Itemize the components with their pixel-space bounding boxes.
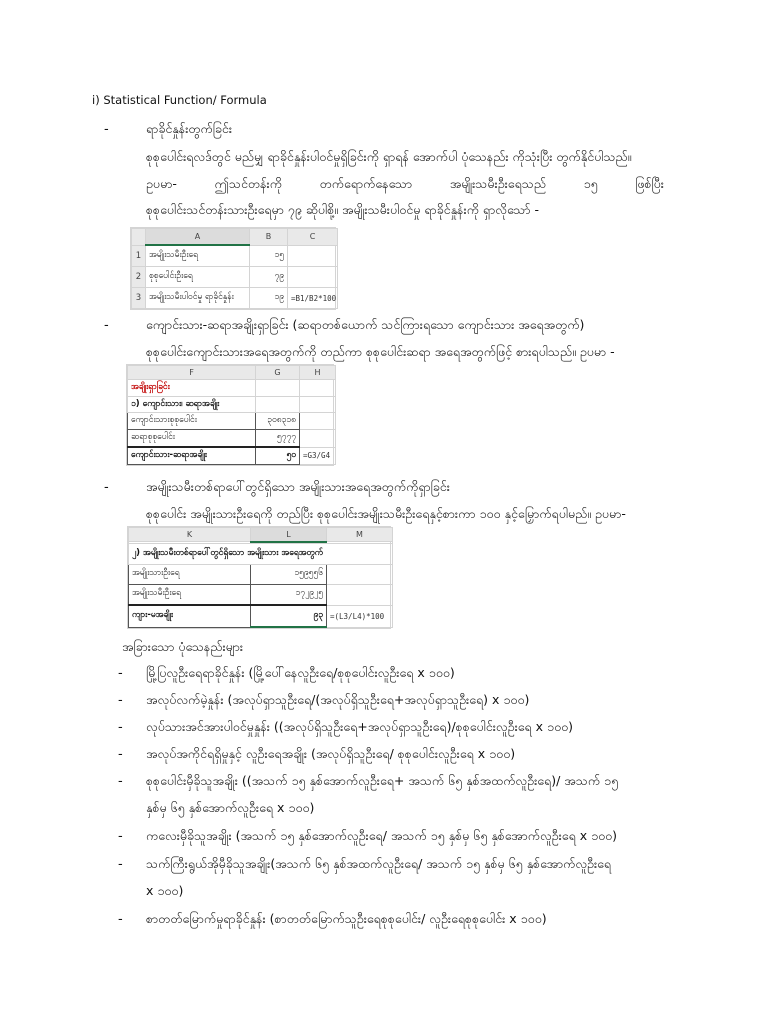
formula-item: အလုပ်အကိုင်ရရှိမှုနှင့် လူဦးရေအချိုး (အလုပ်ရှိသူဦးရေ/ စုစုပေါင်းလူဦးရေ x ၁၀၀) (146, 746, 516, 761)
s1-word: တက်ရောက်နေသော (319, 176, 413, 191)
s1-word: ဖြစ်ပြီး (635, 176, 664, 191)
s2-line-1: စုစုပေါင်းကျောင်းသားအရေအတွက်ကို တည်ကာ စုစုပေါင်းဆရာ အရေအတွက်ဖြင့် စားရပါသည်။ ဥပမာ - (146, 344, 615, 359)
bullet-dash: - (104, 122, 109, 137)
cell: ၁၅ (250, 245, 288, 267)
bullet-dash: - (118, 720, 123, 735)
formula-cell: =B1/B2*100 (288, 288, 338, 309)
bullet-dash: - (118, 774, 123, 789)
row-number: 2 (132, 267, 146, 288)
cell (327, 564, 393, 584)
formula-item: စာတတ်မြောက်မှုရာခိုင်နှုန်း (စာတတ်မြောက်သူဦးရေစုစုပေါင်း/ လူဦးရေစုစုပေါင်း x ၁၀၀) (146, 911, 547, 926)
cell: အမျိုးသားဦးရေ (129, 564, 251, 584)
col-header: F (128, 366, 256, 380)
row-number: 3 (132, 288, 146, 309)
col-header: K (129, 528, 251, 542)
s1-line-3: စုစုပေါင်းသင်တန်းသားဦးရေမှာ ၇၉ ဆိုပါစို့။ အမျိုးသမီးပါဝင်မှု ရာခိုင်နှုန်းကို ရှာလိုသော် - (146, 202, 539, 217)
table-subtitle: ၁) ကျောင်းသား၊ ဆရာအချိုး (128, 396, 256, 413)
formula-item: အလုပ်လက်မဲ့နှုန်း (အလုပ်ရှာသူဦးရေ/(အလုပ်ရှိသူဦးရေ+အလုပ်ရှာသူဦးရေ) x ၁၀၀) (146, 692, 530, 707)
formula-item: မြို့ပြလူဦးရေရာခိုင်နှုန်း (မြို့ပေါ်နေလူဦးရေ/စုစုပေါင်းလူဦးရေ x ၁၀၀) (146, 665, 455, 680)
formula-item-continued: x ၁၀၀) (146, 883, 184, 898)
col-header: H (300, 366, 336, 380)
cell (288, 245, 338, 267)
col-header (132, 229, 146, 246)
formula-item-continued: နှစ်မှ ၆၅ နှစ်အောက်လူဦးရေ x ၁၀၀) (146, 800, 315, 815)
bullet-dash: - (118, 666, 123, 681)
cell: စုစုပေါင်းဦးရေ (146, 267, 250, 288)
s1-word: ဥပမာ- (146, 176, 177, 191)
formula-item: ကလေးမှီခိုသူအချိုး (အသက် ၁၅ နှစ်အောက်လူဦးရေ/ အသက် ၁၅ နှစ်မှ ၆၅ နှစ်အောက်လူဦးရေ x ၁၀၀) (146, 828, 618, 843)
col-header: C (288, 229, 338, 246)
cell: ဆရာစုစုပေါင်း (128, 430, 256, 447)
col-header: L (251, 528, 327, 542)
col-header: A (146, 229, 250, 246)
s3-bullet: အမျိုးသမီးတစ်ရာပေါ်တွင်ရှိသော အမျိုးသားအရေအတွက်ကိုရှာခြင်း (146, 479, 450, 494)
formula-cell: =(L3/L4)*100 (327, 605, 393, 627)
cell (300, 430, 336, 447)
cell: ၃၀၈၃၁၈ (256, 413, 300, 430)
formula-item: သက်ကြီးရွယ်အိုမှီခိုသူအချိုး(အသက် ၆၅ နှစ်အထက်လူဦးရေ/ အသက် ၁၅ နှစ်မှ ၆၅ နှစ်အောက်လူဦးရေ (146, 856, 612, 871)
formula-item: စုစုပေါင်းမှီခိုသူအချိုး ((အသက် ၁၅ နှစ်အောက်လူဦးရေ+ အသက် ၆၅ နှစ်အထက်လူဦးရေ)/ အသက် ၁၅ (146, 773, 619, 788)
cell: ကျား-မအချိုး (129, 605, 251, 627)
cell (256, 396, 300, 413)
cell (300, 396, 336, 413)
cell: ၅၀ (256, 447, 300, 464)
cell: ၇၉ (250, 267, 288, 288)
spreadsheet-3 (127, 526, 391, 629)
cell: ကျောင်းသားစုစုပေါင်း (128, 413, 256, 430)
cell (300, 413, 336, 430)
row-number: 1 (132, 245, 146, 267)
cell (288, 267, 338, 288)
cell: ၅၇၇၇ (256, 430, 300, 447)
col-header: M (327, 528, 393, 542)
cell: ၁၉ (250, 288, 288, 309)
bullet-dash: - (118, 693, 123, 708)
s1-bullet: ရာခိုင်နှုန်းတွက်ခြင်း (146, 121, 233, 136)
cell: အမျိုးသမီးဦးရေ (129, 584, 251, 605)
bullet-dash: - (118, 829, 123, 844)
s1-line-1: စုစုပေါင်းရလဒ်တွင် မည်မျှ ရာခိုင်နှုန်းပါဝင်မှုရှိခြင်းကို ရှာရန် အောက်ပါ ပုံသေနည်း ကိုသုံးပြီး တွက်နိုင်ပါသည်။ (146, 149, 632, 164)
bullet-dash: - (118, 747, 123, 762)
cell (300, 380, 336, 397)
table-title: ၂) အမျိုးသမီးတစ်ရာပေါ်တွင်ရှိသော အမျိုးသား အရေအတွက် (129, 544, 393, 564)
cell: ကျောင်းသား-ဆရာအချိုး (128, 447, 256, 464)
cell: အမျိုးသမီးဦးရေ (146, 245, 250, 267)
section-heading: i) Statistical Function/ Formula (92, 93, 267, 107)
s1-word: အမျိုးသမီးဦးရေသည် (449, 176, 546, 191)
s1-line-2 (146, 176, 664, 195)
col-header: G (256, 366, 300, 380)
col-header: B (250, 229, 288, 246)
formula-item: လုပ်သားအင်အားပါဝင်မှုနှုန်း ((အလုပ်ရှိသူဦးရေ+အလုပ်ရှာသူဦးရေ)/စုစုပေါင်းလူဦးရေ x ၁၀၀) (146, 719, 574, 734)
others-title: အခြားသော ပုံသေနည်းများ (122, 639, 244, 654)
cell: ၉၃ (251, 605, 327, 627)
bullet-dash: - (118, 857, 123, 872)
cell: အမျိုးသမီးပါဝင်မှု ရာခိုင်နှုန်း (146, 288, 250, 309)
bullet-dash: - (118, 912, 123, 927)
spreadsheet-2 (126, 364, 334, 466)
cell: ၁၅၉၅၅၆ (251, 564, 327, 584)
spreadsheet-1 (130, 227, 336, 310)
table-title: အချိုးရှာခြင်း (128, 380, 256, 397)
cell (327, 584, 393, 605)
cell: ၁၇၂၉၂၅ (251, 584, 327, 605)
bullet-dash: - (104, 318, 109, 333)
s2-bullet: ကျောင်းသား-ဆရာအချိုးရှာခြင်း (ဆရာတစ်ယောက် သင်ကြားရသော ကျောင်းသား အရေအတွက်) (146, 317, 585, 332)
cell (256, 380, 300, 397)
s3-line-1: စုစုပေါင်း အမျိုးသားဦးရေကို တည်ပြီး စုစုပေါင်းအမျိုးသမီးဦးရေနှင့်စားကာ ၁၀၀ နှင့်မြှောက်ရပါမည်။ ဥပမာ- (146, 506, 626, 521)
s1-word: ၁၅ (583, 176, 598, 191)
s1-word: ဤသင်တန်းကို (214, 176, 282, 191)
formula-cell: =G3/G4 (300, 447, 336, 464)
bullet-dash: - (104, 480, 109, 495)
